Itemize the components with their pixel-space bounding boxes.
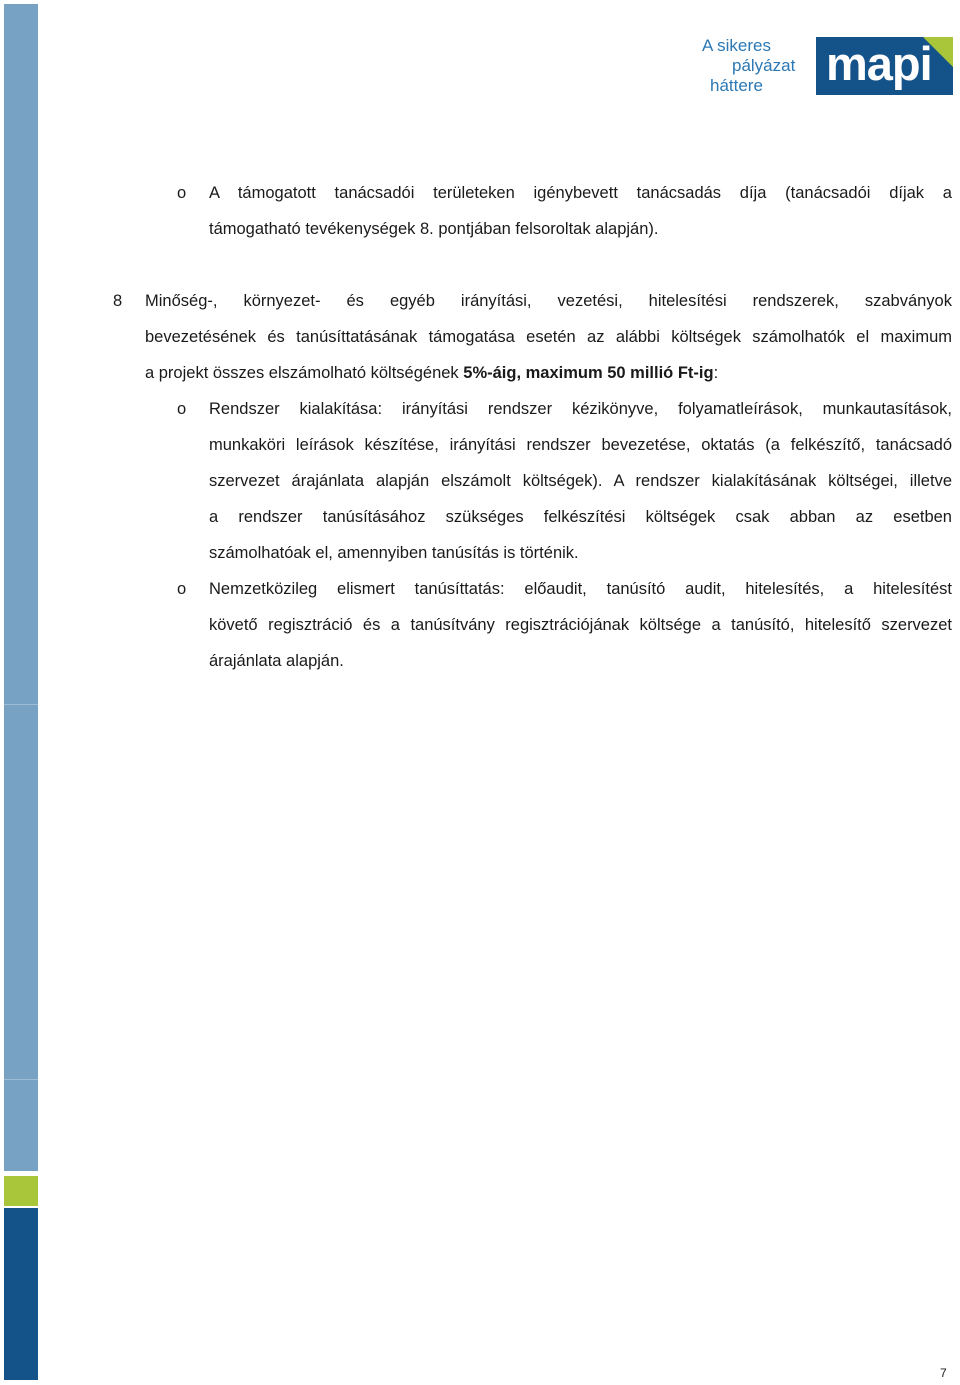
side-bar-light-blue <box>4 4 38 1171</box>
side-decoration-bar <box>4 4 38 1380</box>
side-bar-divider <box>4 704 38 705</box>
page-number: 7 <box>940 1366 947 1380</box>
emphasis-limit: 5%-áig, maximum 50 millió Ft-ig <box>463 364 714 382</box>
side-bar-green <box>4 1176 38 1206</box>
side-bar-divider <box>4 1079 38 1080</box>
text-line: bevezetésének és tanúsíttatásának támogatása esetén az alábbi költségek számolhatók el maximum <box>145 328 952 346</box>
bullet-marker: o <box>177 184 187 202</box>
text-line: szervezet árajánlata alapján elszámolt költségek). A rendszer kialakításának költségei, illetve <box>209 472 952 490</box>
tagline-line-1: A sikeres <box>702 36 771 55</box>
list-item-2 <box>209 391 952 571</box>
list-item-3-line-1 <box>209 571 952 607</box>
list-item-3 <box>209 571 952 679</box>
side-bar-dark-blue <box>4 1208 38 1380</box>
list-item-1 <box>209 175 952 247</box>
logo-green-corner <box>923 37 953 67</box>
text-line: A támogatott tanácsadói területeken igénybevett tanácsadás díja (tanácsadói díjak a <box>209 184 952 202</box>
logo-tagline <box>702 36 812 96</box>
list-item-2-line-1 <box>209 391 952 427</box>
section-number: 8 <box>113 292 123 310</box>
text-line: munkaköri leírások készítése, irányítási rendszer bevezetése, oktatás (a felkészítő, tanácsadó <box>209 436 952 454</box>
list-item-2-line-5: számolhatóak el, amennyiben tanúsítás is történik. <box>209 544 579 562</box>
section-8-paragraph <box>145 283 952 391</box>
mapi-logo <box>816 37 953 95</box>
list-item-1-line-2: támogatható tevékenységek 8. pontjában felsoroltak alapján). <box>209 220 659 238</box>
list-item-2-line-3 <box>209 463 952 499</box>
list-item-2-line-4 <box>209 499 952 535</box>
list-item-3-line-3: árajánlata alapján. <box>209 652 344 670</box>
text-line: a rendszer tanúsításához szükséges felkészítési költségek csak abban az esetben <box>209 508 952 526</box>
logo-wordmark: mapi <box>826 37 932 90</box>
text-line: Rendszer kialakítása: irányítási rendszer kézikönyve, folyamatleírások, munkautasítások, <box>209 400 952 418</box>
section-8-line-1 <box>145 283 952 319</box>
text-segment: : <box>713 364 719 382</box>
text-line: Minőség-, környezet- és egyéb irányítási, vezetési, hitelesítési rendszerek, szabványok <box>145 292 952 310</box>
text-line: követő regisztráció és a tanúsítvány regisztrációjának költsége a tanúsító, hitelesítő szervezet <box>209 616 952 634</box>
text-line: Nemzetközileg elismert tanúsíttatás: előaudit, tanúsító audit, hitelesítés, a hitelesítést <box>209 580 952 598</box>
text-segment: a projekt összes elszámolható költségének <box>145 364 464 382</box>
list-item-2-line-2 <box>209 427 952 463</box>
list-item-3-line-2 <box>209 607 952 643</box>
tagline-line-2: pályázat <box>732 56 796 75</box>
list-item-1-line-1 <box>209 175 952 211</box>
section-8-line-3 <box>145 355 952 391</box>
section-8-line-2 <box>145 319 952 355</box>
bullet-marker: o <box>177 580 187 598</box>
tagline-line-3: háttere <box>710 76 763 95</box>
bullet-marker: o <box>177 400 187 418</box>
